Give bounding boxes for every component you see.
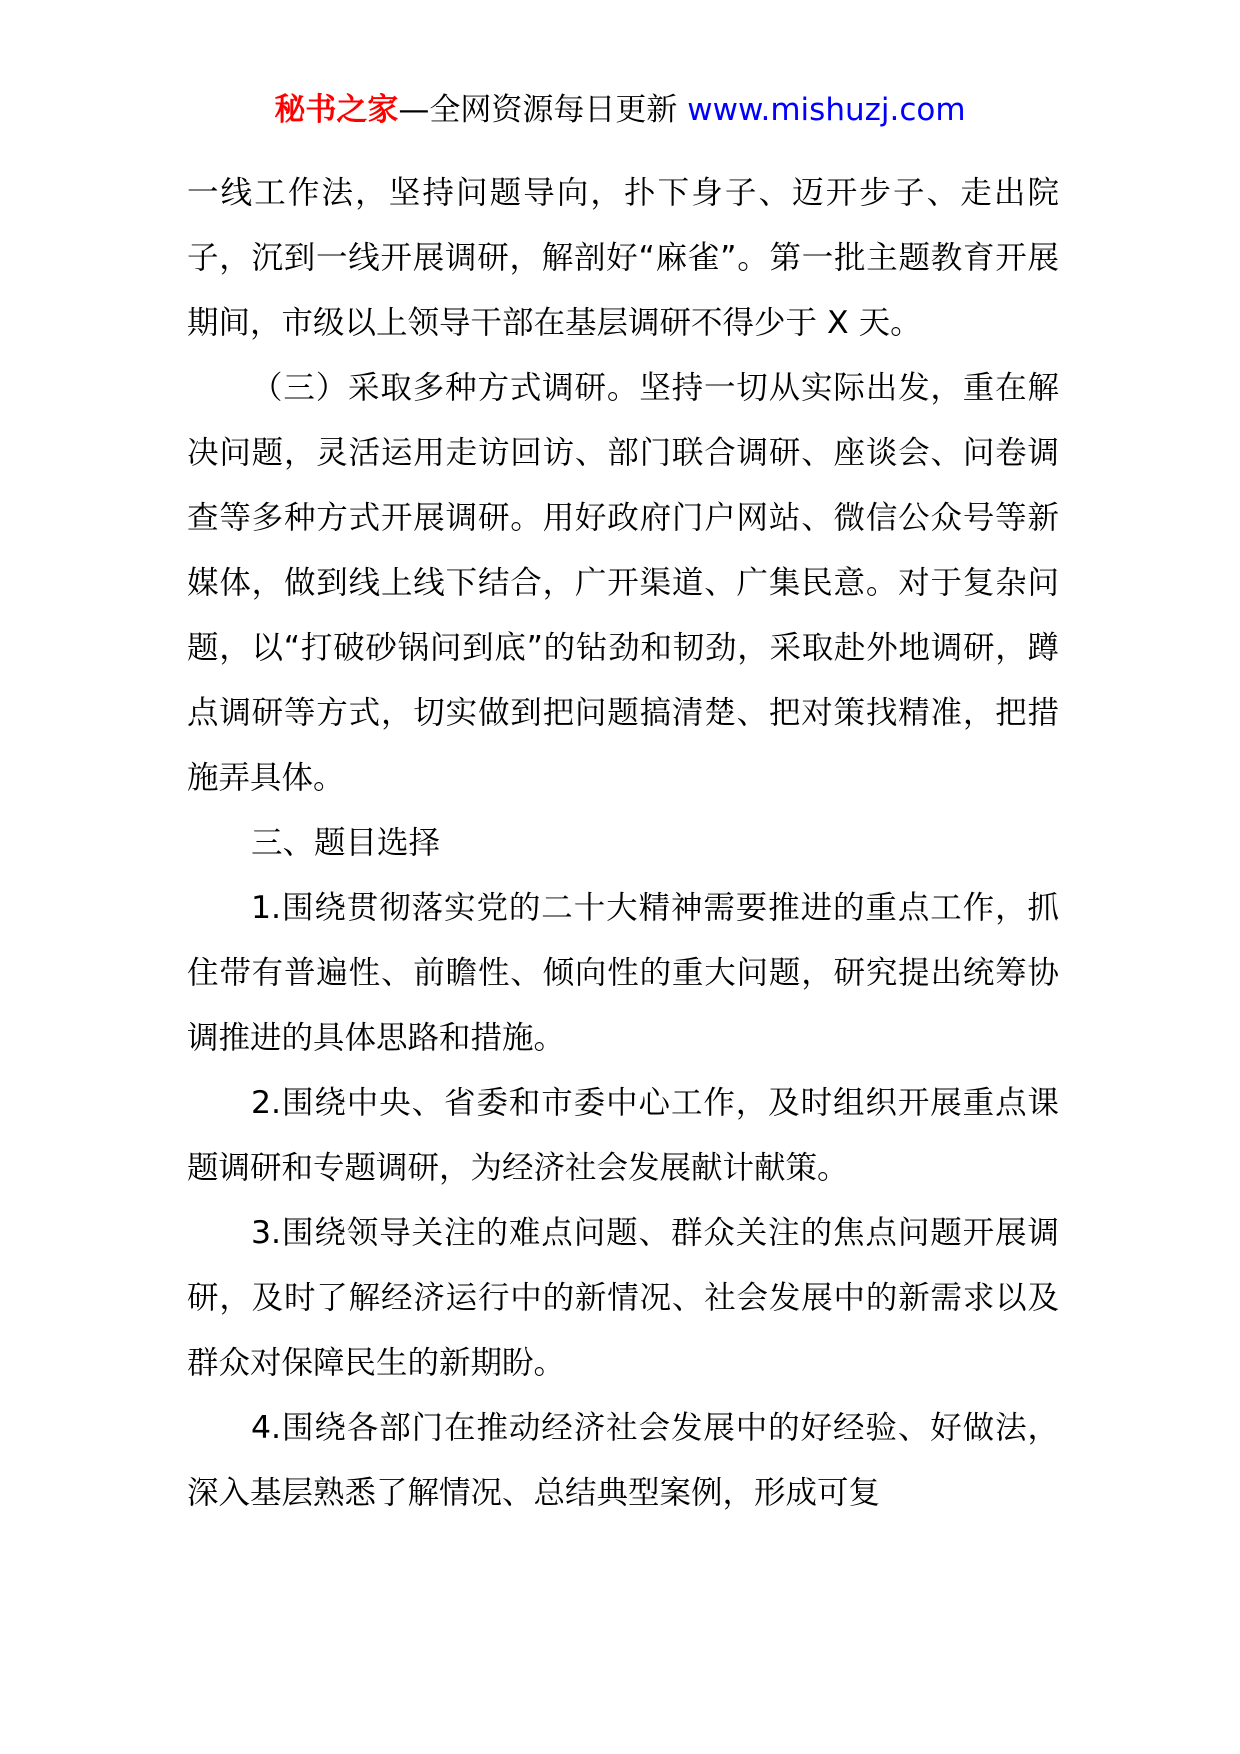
site-brand: 秘书之家 bbox=[274, 92, 399, 128]
list-item-4: 4.围绕各部门在推动经济社会发展中的好经验、好做法，深入基层熟悉了解情况、总结典型案例，形成可复 bbox=[187, 1410, 1059, 1511]
paragraph-1: 一线工作法，坚持问题导向，扑下身子、迈开步子、走出院子，沉到一线开展调研，解剖好“麻雀”。第一批主题教育开展期间，市级以上领导干部在基层调研不得少于 X 天。 bbox=[187, 175, 1059, 341]
site-url-link[interactable]: www.mishuzj.com bbox=[687, 92, 966, 128]
document-body bbox=[187, 161, 1059, 1526]
site-tagline: —全网资源每日更新 bbox=[398, 92, 688, 128]
list-item-3: 3.围绕领导关注的难点问题、群众关注的焦点问题开展调研，及时了解经济运行中的新情况、社会发展中的新需求以及群众对保障民生的新期盼。 bbox=[187, 1215, 1059, 1381]
site-header bbox=[0, 88, 1240, 132]
section-heading: 三、题目选择 bbox=[251, 825, 441, 861]
list-item-1: 1.围绕贯彻落实党的二十大精神需要推进的重点工作，抓住带有普遍性、前瞻性、倾向性的重大问题，研究提出统筹协调推进的具体思路和措施。 bbox=[187, 890, 1059, 1056]
paragraph-2: （三）采取多种方式调研。坚持一切从实际出发，重在解决问题，灵活运用走访回访、部门联合调研、座谈会、问卷调查等多种方式开展调研。用好政府门户网站、微信公众号等新媒体，做到线上线下结合，广开渠道、广集民意。对于复杂问题，以“打破砂锅问到底”的钻劲和韧劲，采取赴外地调研，蹲点调研等方式，切实做到把问题搞清楚、把对策找精准，把措施弄具体。 bbox=[187, 370, 1059, 796]
list-item-2: 2.围绕中央、省委和市委中心工作，及时组织开展重点课题调研和专题调研，为经济社会发展献计献策。 bbox=[187, 1085, 1059, 1186]
